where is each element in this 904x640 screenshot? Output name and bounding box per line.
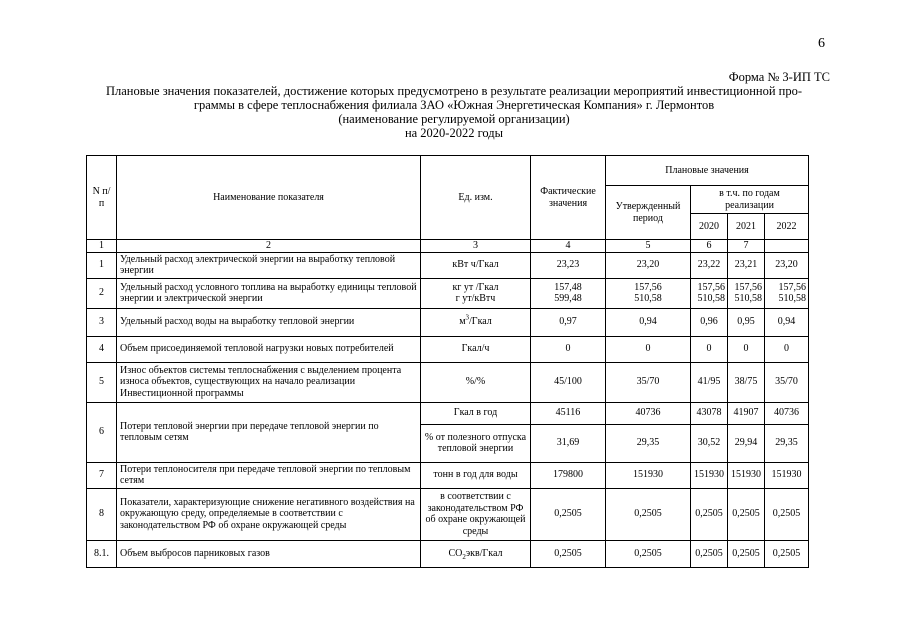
table-row	[87, 540, 809, 567]
unit-rest: /Гкал	[469, 316, 492, 328]
index-cell: 1	[87, 240, 117, 253]
row-actual: 0,2505	[531, 488, 606, 540]
table-row	[87, 308, 809, 336]
row-name: Удельный расход воды на выработку тепловой энергии	[117, 308, 421, 336]
index-cell: 6	[691, 240, 728, 253]
row-y2021: 151930	[728, 462, 765, 488]
row-y2022: 0	[765, 336, 809, 362]
row-y2021-line: 510,58	[734, 293, 762, 304]
row-y2021: 0,2505	[728, 488, 765, 540]
row-y2020	[691, 278, 728, 308]
unit-rest: экв/Гкал	[465, 547, 503, 559]
row-y2022: 23,20	[765, 252, 809, 278]
row-y2020: 30,52	[691, 424, 728, 462]
row-approved: 151930	[606, 462, 691, 488]
row-actual-line: 157,48	[554, 281, 582, 293]
header-line-1: Плановые значения показателей, достижение которых предусмотрено в результате реализации мероприятий инвестиционной про-	[105, 84, 802, 98]
row-unit	[421, 308, 531, 336]
row-y2020: 0,2505	[691, 488, 728, 540]
row-num: 7	[87, 462, 117, 488]
table-row	[87, 336, 809, 362]
row-unit: % от полезного отпуска тепловой энергии	[421, 424, 531, 462]
row-actual: 0,2505	[531, 540, 606, 567]
header-unit: Ед. изм.	[421, 156, 531, 240]
row-unit: в соответствии с законодательством РФ об охране окружающей среды	[421, 488, 531, 540]
row-y2022: 29,35	[765, 424, 809, 462]
index-cell: 2	[117, 240, 421, 253]
row-approved: 0	[606, 336, 691, 362]
row-y2020: 43078	[691, 402, 728, 424]
row-unit	[421, 540, 531, 567]
index-cell: 3	[421, 240, 531, 253]
row-y2021: 38/75	[728, 362, 765, 402]
row-actual: 0	[531, 336, 606, 362]
table-row	[87, 402, 809, 424]
row-y2020: 23,22	[691, 252, 728, 278]
row-num: 1	[87, 252, 117, 278]
row-y2022: 0,2505	[765, 488, 809, 540]
row-num: 6	[87, 402, 117, 462]
row-name: Потери тепловой энергии при передаче тепловой энергии по тепловым сетям	[117, 402, 421, 462]
index-cell: 5	[606, 240, 691, 253]
row-actual: 0,97	[531, 308, 606, 336]
row-y2021: 0	[728, 336, 765, 362]
header-by-years: в т.ч. по годам реализации	[691, 186, 809, 214]
header-year-2021: 2021	[728, 214, 765, 240]
header-num: N п/п	[87, 156, 117, 240]
header-approved: Утвержденный период	[606, 186, 691, 240]
row-approved: 29,35	[606, 424, 691, 462]
row-y2022-line: 510,58	[778, 293, 806, 304]
row-y2022: 151930	[765, 462, 809, 488]
row-name: Объем присоединяемой тепловой нагрузки новых потребителей	[117, 336, 421, 362]
row-name: Удельный расход электрической энергии на выработку тепловой энергии	[117, 252, 421, 278]
row-approved	[606, 278, 691, 308]
row-approved: 35/70	[606, 362, 691, 402]
row-unit-line: кг ут /Гкал	[452, 281, 499, 293]
table-row	[87, 278, 809, 308]
row-unit: кВт ч/Гкал	[421, 252, 531, 278]
unit-superscript: 3	[465, 313, 470, 322]
index-cell	[765, 240, 809, 253]
row-name: Потери теплоносителя при передаче тепловой энергии по тепловым сетям	[117, 462, 421, 488]
indicators-table	[86, 155, 809, 568]
row-num: 3	[87, 308, 117, 336]
row-num: 4	[87, 336, 117, 362]
row-num: 8.1.	[87, 540, 117, 567]
row-y2021: 23,21	[728, 252, 765, 278]
header-line-3: (наименование регулируемой организации)	[338, 112, 570, 126]
row-y2020: 0,96	[691, 308, 728, 336]
page-number: 6	[818, 36, 825, 51]
header-year-2022: 2022	[765, 214, 809, 240]
row-approved: 0,94	[606, 308, 691, 336]
row-approved: 0,2505	[606, 540, 691, 567]
row-unit-line: г ут/кВтч	[455, 293, 496, 304]
row-y2021: 0,2505	[728, 540, 765, 567]
row-y2021: 41907	[728, 402, 765, 424]
row-actual: 45116	[531, 402, 606, 424]
row-unit: тонн в год для воды	[421, 462, 531, 488]
row-y2022: 0,2505	[765, 540, 809, 567]
row-approved: 23,20	[606, 252, 691, 278]
row-y2020-line: 510,58	[697, 293, 725, 304]
header-name: Наименование показателя	[117, 156, 421, 240]
row-approved: 0,2505	[606, 488, 691, 540]
unit-base: м	[459, 316, 466, 328]
table-row	[87, 252, 809, 278]
row-y2021: 0,95	[728, 308, 765, 336]
row-unit: Гкал в год	[421, 402, 531, 424]
row-unit: Гкал/ч	[421, 336, 531, 362]
row-approved-line: 510,58	[634, 293, 662, 304]
row-y2022-line: 157,56	[778, 281, 806, 293]
row-unit	[421, 278, 531, 308]
header-planned: Плановые значения	[606, 156, 809, 186]
row-y2021: 29,94	[728, 424, 765, 462]
row-actual: 31,69	[531, 424, 606, 462]
row-actual	[531, 278, 606, 308]
row-y2021	[728, 278, 765, 308]
row-unit: %/%	[421, 362, 531, 402]
form-number: Форма № 3-ИП ТС	[728, 70, 830, 84]
header-line-2: граммы в сфере теплоснабжения филиала ЗАО «Южная Энергетическая Компания» г. Лермонтов	[193, 98, 715, 112]
table-row	[87, 362, 809, 402]
row-num: 5	[87, 362, 117, 402]
row-name: Показатели, характеризующие снижение негативного воздействия на окружающую среду, определяемые в соответствии с законодательством РФ об охране окружающей среды	[117, 488, 421, 540]
table-row	[87, 488, 809, 540]
row-approved-line: 157,56	[634, 281, 662, 293]
row-y2022	[765, 278, 809, 308]
row-num: 8	[87, 488, 117, 540]
row-name: Объем выбросов парниковых газов	[117, 540, 421, 567]
row-num: 2	[87, 278, 117, 308]
document-header	[84, 84, 824, 140]
header-year-2020: 2020	[691, 214, 728, 240]
row-y2020: 0,2505	[691, 540, 728, 567]
row-approved: 40736	[606, 402, 691, 424]
row-y2020-line: 157,56	[697, 281, 725, 293]
row-y2022: 35/70	[765, 362, 809, 402]
row-y2020: 151930	[691, 462, 728, 488]
row-name: Удельный расход условного топлива на выработку единицы тепловой энергии и электрической энергии	[117, 278, 421, 308]
row-actual: 45/100	[531, 362, 606, 402]
header-actual: Фактические значения	[531, 156, 606, 240]
row-actual: 23,23	[531, 252, 606, 278]
row-y2020: 0	[691, 336, 728, 362]
header-line-4: на 2020-2022 годы	[404, 126, 504, 140]
index-row	[87, 240, 809, 253]
row-y2022: 0,94	[765, 308, 809, 336]
unit-base: CO	[448, 547, 463, 559]
index-cell: 4	[531, 240, 606, 253]
row-actual: 179800	[531, 462, 606, 488]
index-cell: 7	[728, 240, 765, 253]
table-row	[87, 462, 809, 488]
row-y2021-line: 157,56	[734, 281, 762, 293]
row-name: Износ объектов системы теплоснабжения с выделением процента износа объектов, существующих на начало реализации Инвестиционной программы	[117, 362, 421, 402]
row-actual-line: 599,48	[554, 293, 582, 304]
row-y2020: 41/95	[691, 362, 728, 402]
row-y2022: 40736	[765, 402, 809, 424]
unit-subscript: 2	[462, 552, 466, 561]
